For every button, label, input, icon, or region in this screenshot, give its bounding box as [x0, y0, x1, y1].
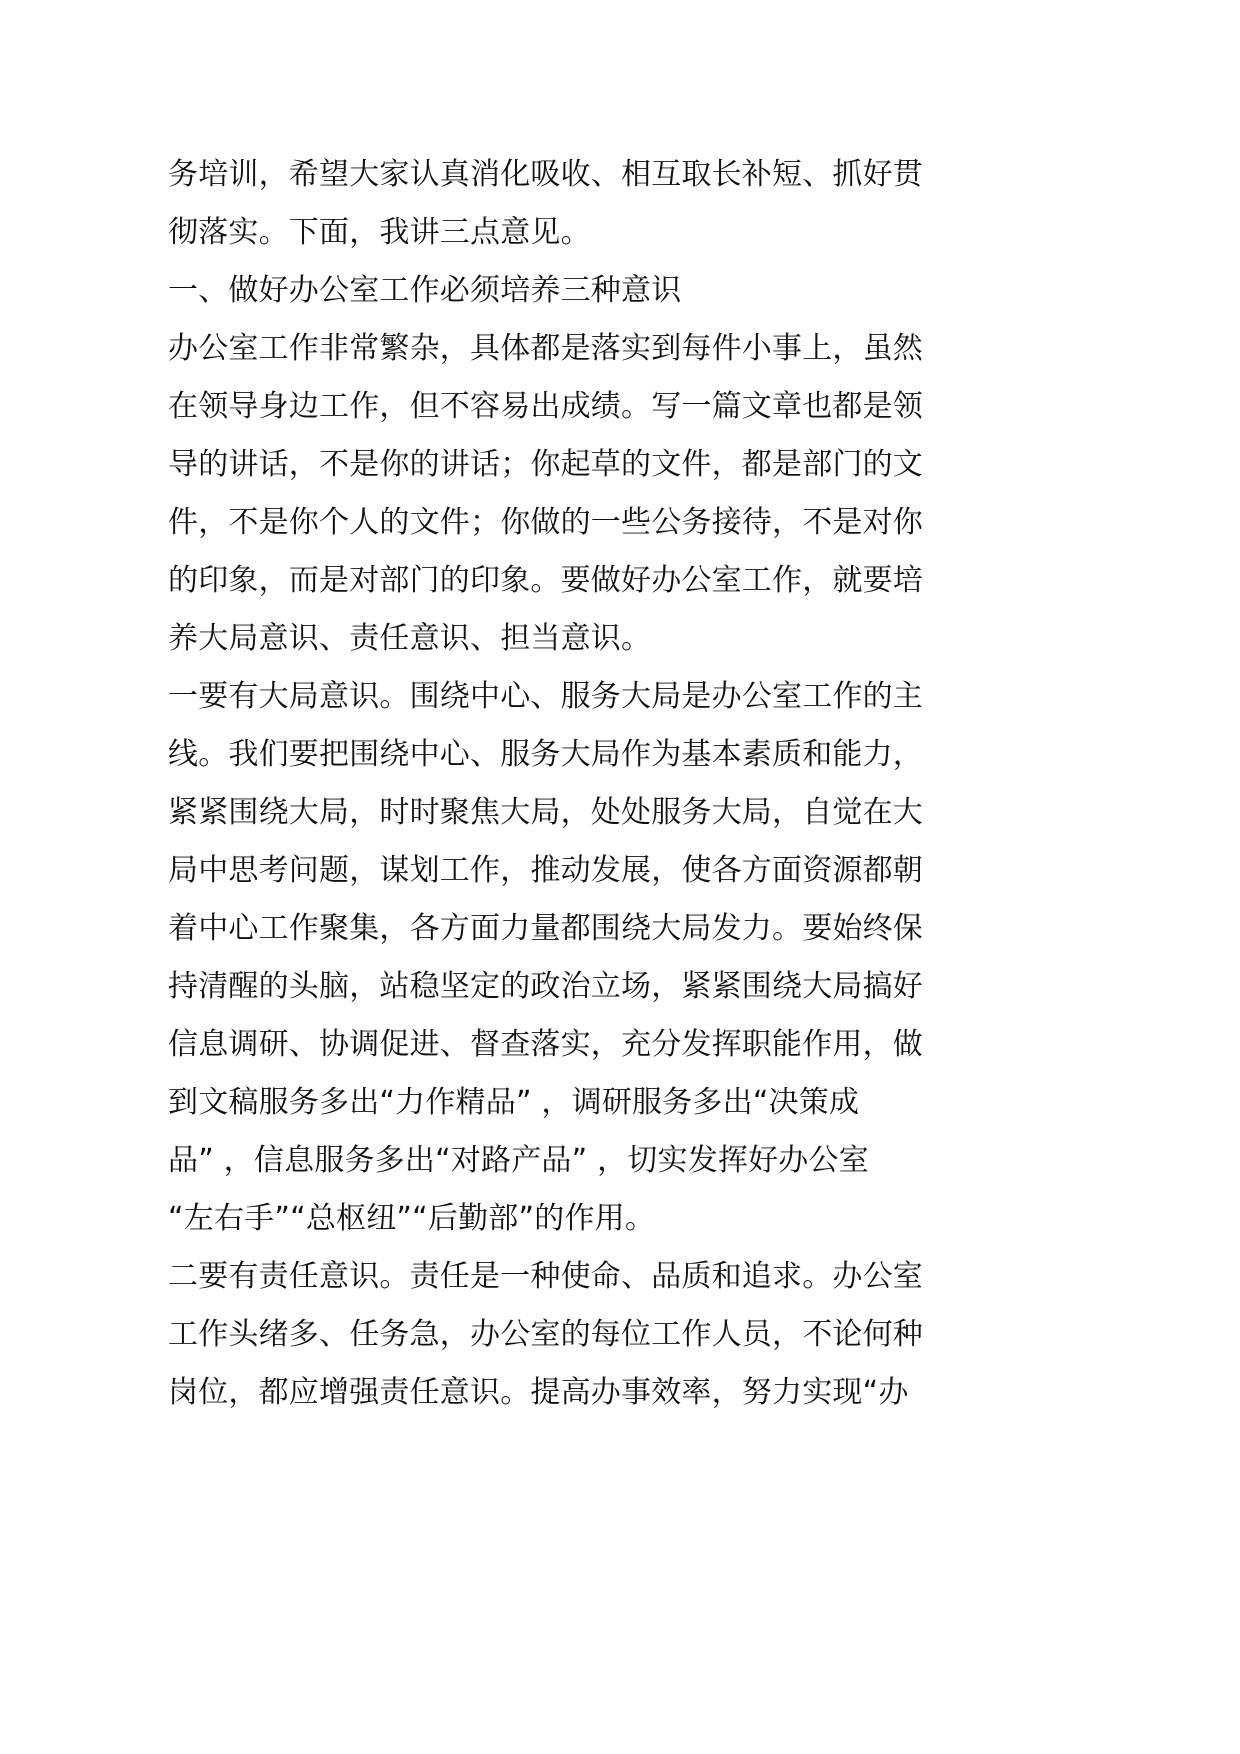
document-body — [168, 146, 944, 1422]
paragraph-line: 养大局意识、责任意识、担当意识。 — [168, 621, 652, 656]
paragraph-line: 紧紧围绕大局，时时聚焦大局，处处服务大局，自觉在大 — [168, 795, 923, 830]
paragraph-line: 工作头绪多、任务急，办公室的每位工作人员，不论何种 — [168, 1317, 923, 1352]
paragraph-line: 到文稿服务多出“力作精品” ，调研服务多出“决策成 — [168, 1085, 860, 1120]
paragraph-line: 的印象，而是对部门的印象。要做好办公室工作，就要培 — [168, 563, 923, 598]
paragraph-line: 件，不是你个人的文件；你做的一些公务接待，不是对你 — [168, 505, 923, 540]
paragraph-line: 信息调研、协调促进、督查落实，充分发挥职能作用，做 — [168, 1027, 923, 1062]
paragraph-line: 着中心工作聚集，各方面力量都围绕大局发力。要始终保 — [168, 911, 923, 946]
paragraph-line: 彻落实。下面，我讲三点意见。 — [168, 215, 591, 250]
paragraph-line: “左右手”“总枢纽”“后勤部”的作用。 — [168, 1201, 656, 1236]
paragraph-line: 岗位，都应增强责任意识。提高办事效率，努力实现“办 — [168, 1375, 909, 1410]
section-heading: 一、做好办公室工作必须培养三种意识 — [168, 273, 682, 308]
paragraph-line: 持清醒的头脑，站稳坚定的政治立场，紧紧围绕大局搞好 — [168, 969, 923, 1004]
paragraph-line: 品” ，信息服务多出“对路产品” ，切实发挥好办公室 — [168, 1143, 869, 1178]
paragraph-line: 办公室工作非常繁杂，具体都是落实到每件小事上，虽然 — [168, 331, 923, 366]
paragraph-line: 线。我们要把围绕中心、服务大局作为基本素质和能力， — [168, 737, 923, 772]
paragraph-line: 在领导身边工作，但不容易出成绩。写一篇文章也都是领 — [168, 389, 923, 424]
paragraph-line: 务培训，希望大家认真消化吸收、相互取长补短、抓好贯 — [168, 157, 923, 192]
paragraph-line: 一要有大局意识。围绕中心、服务大局是办公室工作的主 — [168, 679, 923, 714]
paragraph-line: 导的讲话，不是你的讲话；你起草的文件，都是部门的文 — [168, 447, 923, 482]
paragraph-line: 二要有责任意识。责任是一种使命、品质和追求。办公室 — [168, 1259, 923, 1294]
paragraph-line: 局中思考问题，谋划工作，推动发展，使各方面资源都朝 — [168, 853, 923, 888]
